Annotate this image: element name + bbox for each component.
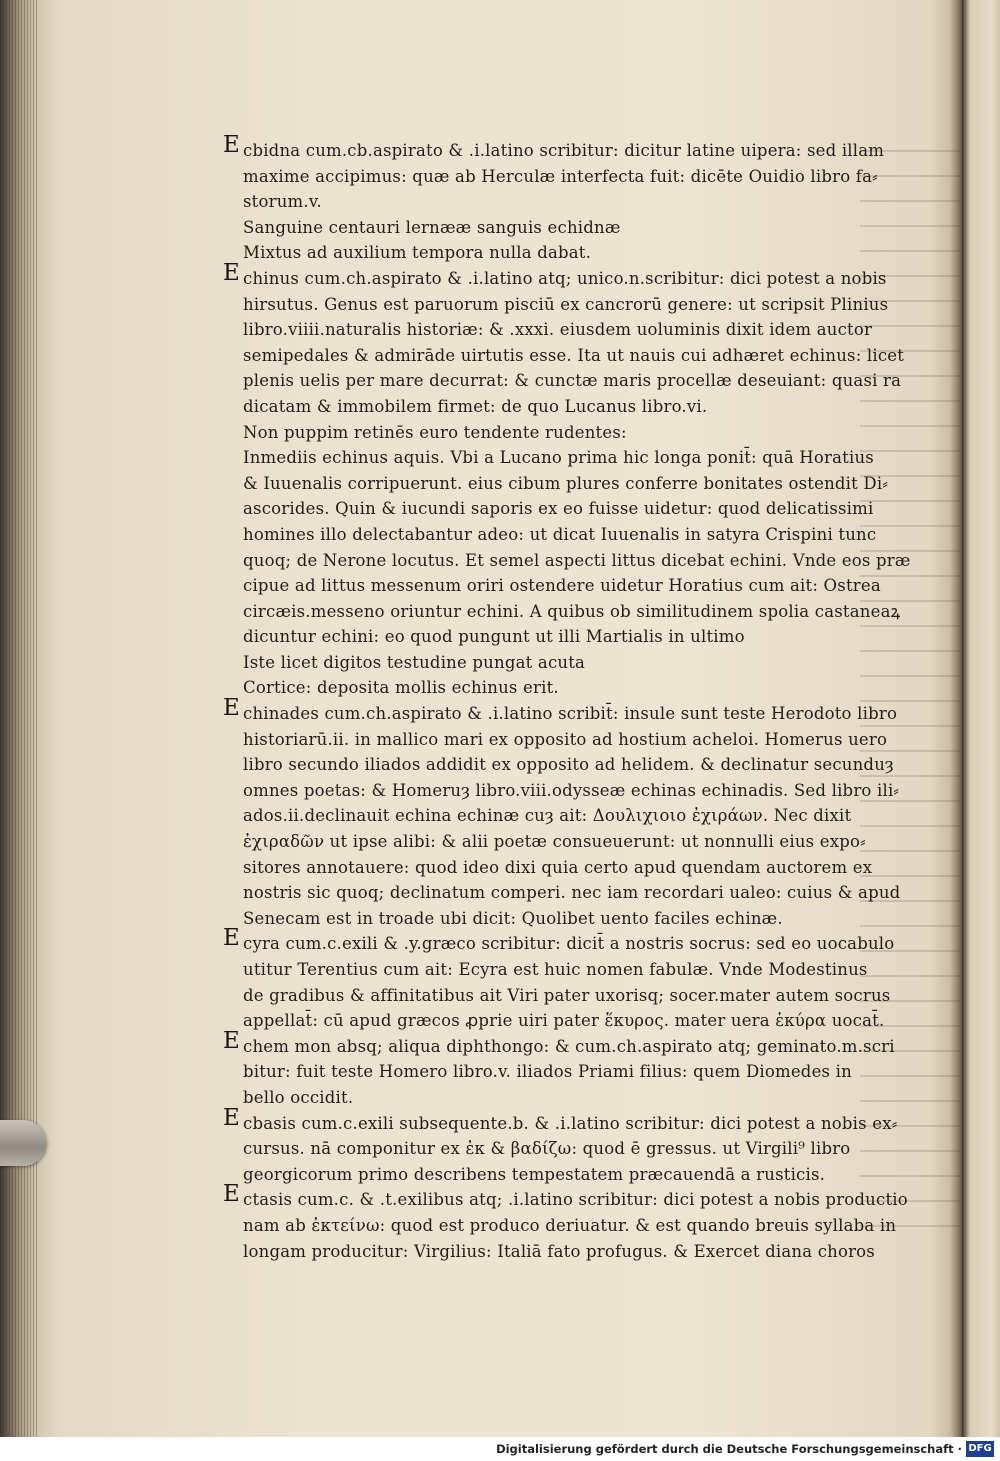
text-line: circæis.messeno oriuntur echini. A quibus ob similitudinem spolia castaneaꝝ <box>243 601 901 621</box>
footer-credit: Digitalisierung gefördert durch die Deutsche Forschungsgemeinschaft · <box>496 1442 962 1456</box>
text-line: cbidna cum.cb.aspirato & .i.latino scribitur: dicitur latine uipera: sed illam <box>243 141 885 160</box>
text-line: nostris sic quoq; declinatum comperi. nec iam recordari ualeo: cuius & apud <box>243 883 901 903</box>
text-line: georgicorum primo describens tempestatem præcauendā a rusticis. <box>243 1164 826 1184</box>
text-line: de gradibus & affinitatibus ait Viri pater uxorisq; socer.mater autem socrus <box>243 985 891 1005</box>
text-line: maxime accipimus: quæ ab Herculæ interfecta fuit: dicēte Ouidio libro fa⸗ <box>243 166 878 186</box>
entry-initial: E <box>223 1104 240 1131</box>
text-line: dicatam & immobilem firmet: de quo Lucanus libro.vi. <box>243 396 708 416</box>
facing-page-edge <box>962 0 1000 1437</box>
text-line: omnes poetas: & Homeruȝ libro.viii.odysseæ echinas echinadis. Sed libro ili⸗ <box>243 780 900 800</box>
text-line: ascorides. Quin & iucundi saporis ex eo fuisse uidetur: quod delicatissimi <box>243 499 874 519</box>
text-line: bitur: fuit teste Homero libro.v. iliados Priami filius: quem Diomedes in <box>243 1062 852 1082</box>
verse-line: Cortice: deposita mollis echinus erit. <box>243 678 559 698</box>
page-clip <box>0 1120 46 1166</box>
text-line: chem mon absq; aliqua diphthongo: & cum.ch.aspirato atq; geminato.m.scri <box>243 1036 895 1056</box>
text-line: ctasis cum.c. & .t.exilibus atq; .i.latino scribitur: dici potest a nobis productio <box>243 1190 908 1210</box>
text-line: storum.v. <box>243 192 322 212</box>
text-line: homines illo delectabantur adeo: ut dicat Iuuenalis in satyra Crispini tunc <box>243 524 877 544</box>
entry-initial: E <box>223 925 240 952</box>
dictionary-entry <box>195 132 885 266</box>
dictionary-entry <box>195 445 911 701</box>
text-line: plenis uelis per mare decurrat: & cunctæ maris procellæ deseuiant: quasi ra <box>243 371 902 391</box>
text-line: quoq; de Nerone locutus. Et semel aspecti littus dicebat echini. Vnde eos præ <box>243 550 911 570</box>
text-line: ados.ii.declinauit echina echinæ cuȝ ait: Δουλιχιοιο ἐχιράων. Nec dixit <box>243 806 852 826</box>
text-line: longam producitur: Virgilius: Italiā fato profugus. & Exercet diana choros <box>243 1241 875 1261</box>
book-fore-edge <box>0 0 38 1437</box>
text-line: libro secundo iliados addidit ex opposito ad helidem. & declinatur secunduȝ <box>243 755 894 775</box>
text-line: cipue ad littus messenum oriri ostendere uidetur Horatius cum ait: Ostrea <box>243 576 881 596</box>
text-line: Inmediis echinus aquis. Vbi a Lucano prima hic longa ponit̄: quā Horatius <box>243 448 874 468</box>
verse-line: Sanguine centauri lernææ sanguis echidnæ <box>243 217 621 237</box>
dictionary-entry <box>195 1181 908 1264</box>
text-line: bello occidit. <box>243 1087 354 1107</box>
text-line: hirsutus. Genus est paruorum pisciū ex cancrorū genere: ut scripsit Plinius <box>243 294 889 314</box>
verse-line: Mixtus ad auxilium tempora nulla dabat. <box>243 243 592 263</box>
text-line: cursus. nā componitur ex ἐκ & βαδίζω: quod ē gressus. ut Virgili⁹ libro <box>243 1139 851 1159</box>
text-block <box>195 132 911 1264</box>
text-line: appellat̄: cū apud græcos ꝓprie uiri pater ἕκυρος. mater uera ἑκύρα uocat̄. <box>243 1011 885 1031</box>
text-line: sitores annotauere: quod ideo dixi quia certo apud quendam auctorem ex <box>243 857 873 877</box>
entry-initial: E <box>223 1027 240 1054</box>
dfg-logo: DFG <box>966 1441 994 1457</box>
text-line: Senecam est in troade ubi dicit: Quolibet uento faciles echinæ. <box>243 908 783 928</box>
entry-initial: E <box>223 1181 240 1208</box>
dictionary-entry <box>195 1104 898 1188</box>
dictionary-entry <box>195 695 901 931</box>
text-line: ἐχιραδῶν ut ipse alibi: & alii poetæ consueuerunt: ut nonnulli eius expo⸗ <box>243 832 866 852</box>
text-line: semipedales & admirāde uirtutis esse. Ita ut nauis cui adhæret echinus: licet <box>243 345 905 365</box>
text-line: cyra cum.c.exili & .y.græco scribitur: dicit̄ a nostris socrus: sed eo uocabulo <box>243 934 895 954</box>
verse-line: Non puppim retinēs euro tendente rudentes: <box>243 422 627 442</box>
dictionary-entry <box>195 259 905 445</box>
entry-initial: E <box>223 132 240 158</box>
dictionary-entry <box>195 1027 895 1111</box>
entry-initial: E <box>223 695 240 722</box>
dictionary-entry <box>195 925 895 1033</box>
text-line: chinus cum.ch.aspirato & .i.latino atq; unico.n.scribitur: dici potest a nobis <box>243 268 887 288</box>
text-line: nam ab ἐκτείνω: quod est produco deriuatur. & est quando breuis syllaba in <box>243 1215 897 1235</box>
text-line: utitur Terentius cum ait: Ecyra est huic nomen fabulæ. Vnde Modestinus <box>243 960 868 979</box>
text-line: & Iuuenalis corripuerunt. eius cibum plures conferre bonitates ostendit Di⸗ <box>243 473 889 493</box>
entry-initial: E <box>223 259 240 286</box>
text-line: chinades cum.ch.aspirato & .i.latino scribit̄: insule sunt teste Herodoto libro <box>243 704 898 724</box>
text-line: libro.viiii.naturalis historiæ: & .xxxi. eiusdem uoluminis dixit idem auctor <box>243 320 873 340</box>
text-line: cbasis cum.c.exili subsequente.b. & .i.latino scribitur: dici potest a nobis ex⸗ <box>243 1113 898 1133</box>
footer-bar <box>0 1437 1000 1461</box>
verse-line: Iste licet digitos testudine pungat acuta <box>243 652 586 672</box>
text-line: dicuntur echini: eo quod pungunt ut illi Martialis in ultimo <box>243 627 745 647</box>
text-line: historiarū.ii. in mallico mari ex opposito ad hostium acheloi. Homerus uero <box>243 729 888 749</box>
